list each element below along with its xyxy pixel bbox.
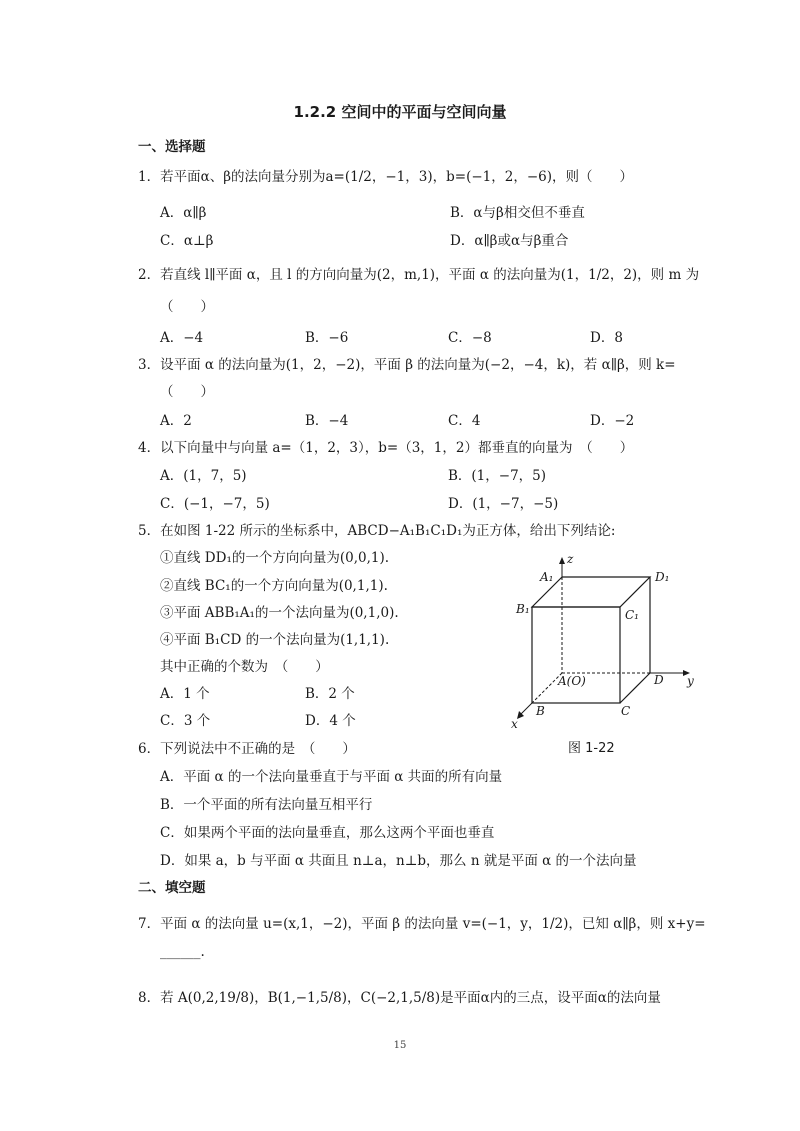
question-3-paren: （ ） xyxy=(160,384,214,400)
q1-option-a: A．α∥β xyxy=(160,205,207,221)
q6-option-b: B．一个平面的所有法向量互相平行 xyxy=(160,797,373,813)
axis-z-arrow xyxy=(559,557,565,564)
label-d: D xyxy=(654,673,664,687)
q2-option-c: C．−8 xyxy=(448,330,492,346)
q5-conclusion-2: ②直线 BC₁的一个方向向量为(0,1,1). xyxy=(160,578,388,594)
section-heading-choice: 一、选择题 xyxy=(138,139,206,155)
label-c: C xyxy=(621,704,631,718)
q4-option-a: A．(1，7，5) xyxy=(160,468,247,484)
q3-option-c: C．4 xyxy=(448,413,481,429)
q6-option-a: A．平面 α 的一个法向量垂直于与平面 α 共面的所有向量 xyxy=(160,769,503,785)
question-7-stem: 7．平面 α 的法向量 u=(x,1，−2)，平面 β 的法向量 v=(−1，y，1/2)，已知 α∥β，则 x+y= xyxy=(138,916,706,932)
q5-conclusion-3: ③平面 ABB₁A₁的一个法向量为(0,1,0). xyxy=(160,605,399,621)
question-2-stem: 2．若直线 l∥平面 α，且 l 的方向向量为(2，m,1)，平面 α 的法向量为(1，1/2，2)，则 m 为 xyxy=(138,267,700,283)
q5-option-b: B．2 个 xyxy=(305,686,355,702)
cube-edge-cd xyxy=(620,673,650,703)
label-b: B xyxy=(536,704,545,718)
q2-option-d: D．8 xyxy=(590,330,623,346)
label-d1: D₁ xyxy=(655,570,670,584)
q1-option-d: D．α∥β或α与β重合 xyxy=(450,233,569,249)
q5-option-c: C．3 个 xyxy=(160,713,211,729)
q3-option-d: D．−2 xyxy=(590,413,635,429)
label-a-origin: A(O) xyxy=(558,674,586,688)
label-y: y xyxy=(687,674,694,688)
q5-conclusion-4: ④平面 B₁CD 的一个法向量为(1,1,1). xyxy=(160,632,390,648)
label-b1: B₁ xyxy=(516,602,530,616)
q5-option-a: A．1 个 xyxy=(160,686,210,702)
page-number: 15 xyxy=(393,1040,407,1051)
label-c1: C₁ xyxy=(625,608,639,622)
q4-option-c: C．(−1，−7，5) xyxy=(160,496,270,512)
label-x: x xyxy=(511,717,518,730)
question-7-blank: ______. xyxy=(160,944,205,960)
cube-figure xyxy=(500,555,700,730)
q5-conclusion-1: ①直线 DD₁的一个方向向量为(0,0,1). xyxy=(160,550,390,566)
question-6-stem: 6．下列说法中不正确的是 （ ） xyxy=(138,741,356,757)
question-2-paren: （ ） xyxy=(160,299,214,315)
q3-option-b: B．−4 xyxy=(305,413,349,429)
q4-option-d: D．(1，−7，−5) xyxy=(448,496,559,512)
q5-question: 其中正确的个数为 （ ） xyxy=(160,659,329,675)
page-title: 1.2.2 空间中的平面与空间向量 xyxy=(293,103,507,121)
section-heading-fill: 二、填空题 xyxy=(138,880,206,896)
q1-option-c: C．α⊥β xyxy=(160,233,214,249)
q2-option-a: A．−4 xyxy=(160,330,204,346)
label-a1: A₁ xyxy=(540,570,554,584)
q2-option-b: B．−6 xyxy=(305,330,349,346)
question-8-stem: 8．若 A(0,2,19/8)，B(1,−1,5/8)，C(−2,1,5/8)是平面α内的三点，设平面α的法向量 xyxy=(138,990,661,1006)
q3-option-a: A．2 xyxy=(160,413,192,429)
cube-front-face xyxy=(532,607,620,703)
question-4-stem: 4．以下向量中与向量 a=（1，2，3），b=（3，1，2）都垂直的向量为 （ ） xyxy=(138,440,634,456)
label-z: z xyxy=(567,555,574,566)
question-5-stem: 5．在如图 1-22 所示的坐标系中，ABCD−A₁B₁C₁D₁为正方体，给出下列结论: xyxy=(138,523,616,539)
axis-x xyxy=(520,703,532,715)
q5-option-d: D．4 个 xyxy=(305,713,356,729)
question-1-stem: 1．若平面α、β的法向量分别为a=(1/2，−1，3)，b=(−1，2，−6)，则（ ） xyxy=(138,169,633,185)
q6-option-c: C．如果两个平面的法向量垂直，那么这两个平面也垂直 xyxy=(160,825,495,841)
question-3-stem: 3．设平面 α 的法向量为(1，2，−2)，平面 β 的法向量为(−2，−4，k)，若 α∥β，则 k= xyxy=(138,357,676,373)
q4-option-b: B．(1，−7，5) xyxy=(448,468,547,484)
q1-option-b: B．α与β相交但不垂直 xyxy=(450,205,585,221)
q6-option-d: D．如果 a，b 与平面 α 共面且 n⊥a，n⊥b，那么 n 就是平面 α 的一个法向量 xyxy=(160,853,637,869)
figure-caption: 图 1-22 xyxy=(568,741,615,756)
